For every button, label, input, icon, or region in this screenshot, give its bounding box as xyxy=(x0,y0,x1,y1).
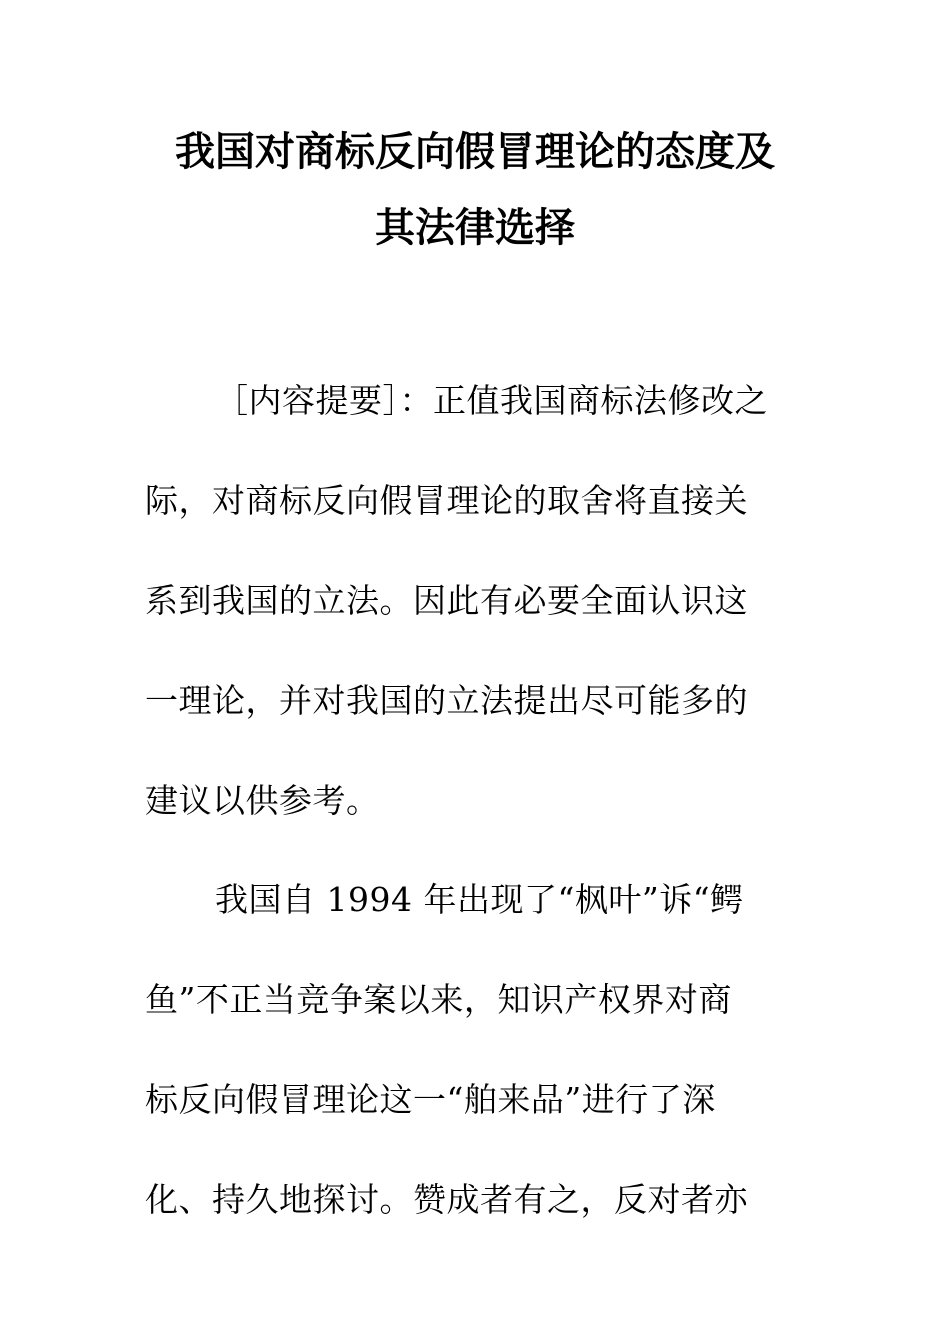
document-title-line-1: 我国对商标反向假冒理论的态度及 xyxy=(175,129,775,175)
paragraph-line: 系到我国的立法。因此有必要全面认识这 xyxy=(145,581,748,620)
paragraph-line: ［内容提要］：正值我国商标法修改之 xyxy=(215,381,768,420)
paragraph-line: 化、持久地探讨。赞成者有之，反对者亦 xyxy=(145,1180,748,1219)
paragraph-line: 建议以供参考。 xyxy=(145,781,380,820)
paragraph-line: 际，对商标反向假冒理论的取舍将直接关 xyxy=(145,481,748,520)
paragraph-line: 标反向假冒理论这一“舶来品”进行了深 xyxy=(145,1080,716,1119)
document-title-line-2: 其法律选择 xyxy=(375,205,575,251)
paragraph-line: 我国自 1994 年出现了“枫叶”诉“鳄 xyxy=(215,880,744,919)
paragraph-line: 一理论，并对我国的立法提出尽可能多的 xyxy=(145,681,748,720)
paragraph-line: 鱼”不正当竞争案以来，知识产权界对商 xyxy=(145,980,732,1019)
